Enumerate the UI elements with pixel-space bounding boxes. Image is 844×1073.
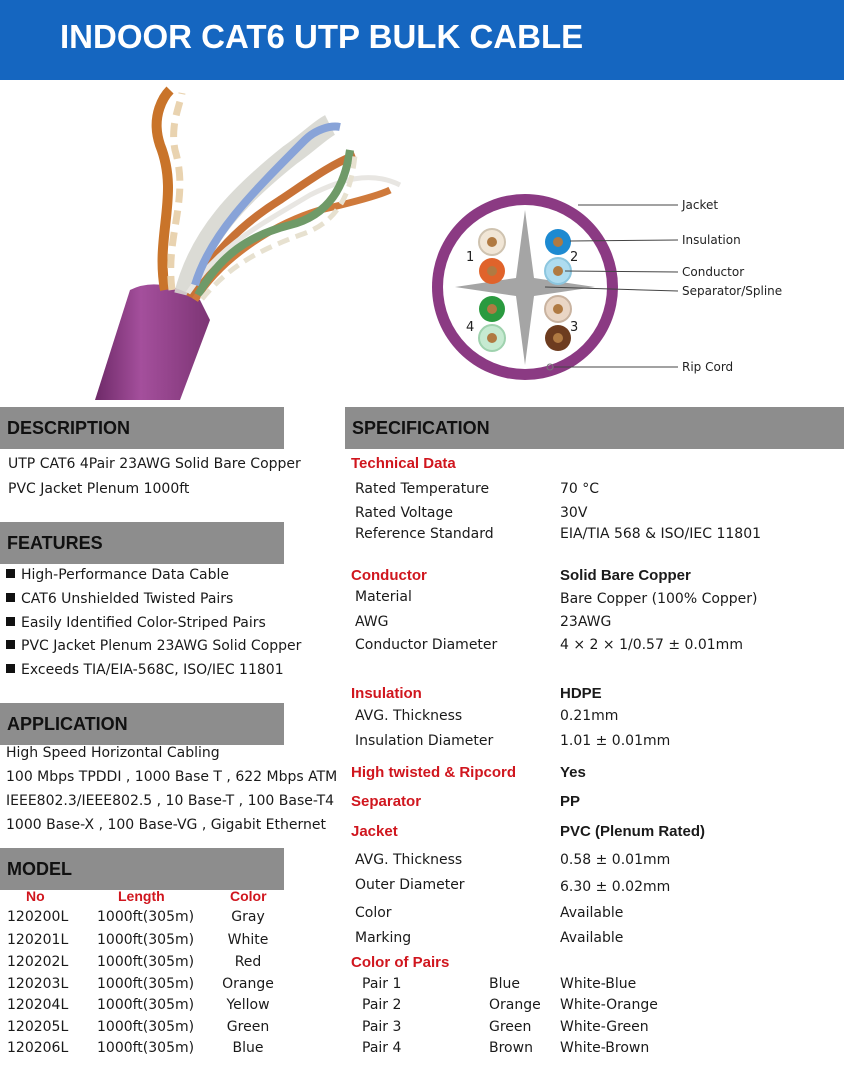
- spec-separator-label: Separator: [351, 793, 422, 810]
- spec-value: 0.21mm: [560, 708, 619, 724]
- label-jacket: Jacket: [682, 198, 719, 212]
- application-line-2: 100 Mbps TPDDI , 1000 Base T , 622 Mbps ATM: [6, 769, 338, 785]
- feature-text: Easily Identified Color-Striped Pairs: [21, 615, 266, 631]
- label-insulation: Insulation: [682, 233, 741, 247]
- model-length: 1000ft(305m): [97, 909, 195, 925]
- spec-label: Outer Diameter: [355, 877, 465, 893]
- model-color: Yellow: [226, 997, 270, 1013]
- copper-core: [487, 333, 497, 343]
- application-line-3: IEEE802.3/IEEE802.5 , 10 Base-T , 100 Base-T4: [6, 793, 335, 809]
- spec-label: AVG. Thickness: [355, 852, 463, 868]
- spec-value: 1.01 ± 0.01mm: [560, 733, 671, 749]
- label-separator: Separator/Spline: [682, 284, 783, 298]
- model-color: Green: [226, 1019, 270, 1035]
- model-no: 120200L: [7, 909, 69, 925]
- model-no: 120202L: [7, 954, 69, 970]
- spec-jacket-label: Jacket: [351, 823, 398, 840]
- pair-name: Pair 4: [362, 1040, 402, 1056]
- bullet-icon: [6, 640, 15, 649]
- model-length: 1000ft(305m): [97, 932, 195, 948]
- spec-value: 23AWG: [560, 614, 612, 630]
- spec-pairs-label: Color of Pairs: [351, 954, 450, 971]
- pair-stripe: White-Green: [560, 1019, 649, 1035]
- spec-label: Reference Standard: [355, 526, 494, 542]
- model-length: 1000ft(305m): [97, 976, 195, 992]
- feature-item: [6, 615, 266, 631]
- pair-stripe: White-Orange: [560, 997, 658, 1013]
- feature-item: [6, 591, 233, 607]
- feature-item: [6, 638, 301, 654]
- spec-label: Color: [355, 905, 392, 921]
- model-no: 120201L: [7, 932, 69, 948]
- application-heading: APPLICATION: [0, 703, 284, 745]
- spec-label: AWG: [355, 614, 389, 630]
- spec-technical-label: Technical Data: [351, 455, 456, 472]
- application-line-1: High Speed Horizontal Cabling: [6, 745, 220, 761]
- pair-number-1: 1: [466, 250, 475, 265]
- cross-section-diagram: [420, 185, 840, 405]
- model-length: 1000ft(305m): [97, 1040, 195, 1056]
- model-no: 120205L: [7, 1019, 69, 1035]
- model-color: Gray: [231, 909, 265, 925]
- spec-conductor-value: Solid Bare Copper: [560, 567, 691, 584]
- bullet-icon: [6, 664, 15, 673]
- spec-value: 0.58 ± 0.01mm: [560, 852, 671, 868]
- pair-color: Blue: [489, 976, 520, 992]
- spec-label: AVG. Thickness: [355, 708, 463, 724]
- description-line-2: PVC Jacket Plenum 1000ft: [8, 481, 190, 497]
- spec-separator-value: PP: [560, 793, 581, 810]
- copper-core: [553, 237, 563, 247]
- application-line-4: 1000 Base-X , 100 Base-VG , Gigabit Ethernet: [6, 817, 326, 833]
- model-no: 120206L: [7, 1040, 69, 1056]
- spec-label: Marking: [355, 930, 412, 946]
- feature-text: High-Performance Data Cable: [21, 567, 230, 583]
- spec-value: EIA/TIA 568 & ISO/IEC 11801: [560, 526, 762, 542]
- pair-name: Pair 3: [362, 1019, 402, 1035]
- spec-value: 70 °C: [560, 481, 600, 497]
- spec-label: Insulation Diameter: [355, 733, 494, 749]
- feature-item: [6, 662, 284, 678]
- spec-label: Material: [355, 589, 412, 605]
- label-conductor: Conductor: [682, 265, 745, 279]
- spec-insulation-value: HDPE: [560, 685, 602, 702]
- model-heading: MODEL: [0, 848, 284, 890]
- pair-number-2: 2: [570, 250, 579, 265]
- model-col-length: Length: [118, 888, 165, 904]
- spec-insulation-label: Insulation: [351, 685, 422, 702]
- model-col-color: Color: [230, 888, 267, 904]
- copper-core: [553, 266, 563, 276]
- bullet-icon: [6, 617, 15, 626]
- model-no: 120203L: [7, 976, 69, 992]
- spec-value: Available: [560, 905, 624, 921]
- specification-heading: SPECIFICATION: [345, 407, 844, 449]
- feature-text: CAT6 Unshielded Twisted Pairs: [21, 591, 234, 607]
- feature-item: [6, 567, 229, 583]
- label-rip-cord: Rip Cord: [682, 360, 734, 374]
- copper-core: [553, 333, 563, 343]
- pair-name: Pair 2: [362, 997, 402, 1013]
- feature-text: PVC Jacket Plenum 23AWG Solid Copper: [21, 638, 302, 654]
- cable-photo: [90, 85, 410, 405]
- bullet-icon: [6, 593, 15, 602]
- spec-value: 6.30 ± 0.02mm: [560, 879, 671, 895]
- model-length: 1000ft(305m): [97, 997, 195, 1013]
- pair-color: Green: [489, 1019, 532, 1035]
- page-title: INDOOR CAT6 UTP BULK CABLE: [60, 18, 584, 55]
- pair-color: Brown: [489, 1040, 533, 1056]
- copper-core: [487, 304, 497, 314]
- pair-stripe: White-Brown: [560, 1040, 650, 1056]
- spec-value: Available: [560, 930, 624, 946]
- model-color: Red: [234, 954, 262, 970]
- spec-value: Bare Copper (100% Copper): [560, 591, 758, 607]
- cable-jacket-shape: [95, 284, 210, 400]
- spec-value: 30V: [560, 505, 588, 521]
- spec-twisted-value: Yes: [560, 764, 586, 781]
- title-banner: [0, 0, 844, 80]
- model-color: Orange: [222, 976, 274, 992]
- feature-text: Exceeds TIA/EIA-568C, ISO/IEC 11801: [21, 662, 284, 678]
- spec-conductor-label: Conductor: [351, 567, 427, 584]
- pair-stripe: White-Blue: [560, 976, 637, 992]
- description-heading: DESCRIPTION: [0, 407, 284, 449]
- spec-jacket-value: PVC (Plenum Rated): [560, 823, 706, 840]
- spec-label: Rated Temperature: [355, 481, 490, 497]
- pair-color: Orange: [489, 997, 541, 1013]
- spec-value: 4 × 2 × 1/0.57 ± 0.01mm: [560, 637, 743, 653]
- model-color: White: [227, 932, 269, 948]
- features-heading: FEATURES: [0, 522, 284, 564]
- pair-name: Pair 1: [362, 976, 402, 992]
- pair-number-4: 4: [466, 320, 475, 335]
- copper-core: [487, 237, 497, 247]
- spec-label: Rated Voltage: [355, 505, 453, 521]
- copper-core: [487, 266, 497, 276]
- description-line-1: UTP CAT6 4Pair 23AWG Solid Bare Copper: [8, 456, 301, 472]
- model-color: Blue: [232, 1040, 264, 1056]
- model-col-no: No: [26, 888, 45, 904]
- spec-label: Conductor Diameter: [355, 637, 498, 653]
- model-length: 1000ft(305m): [97, 954, 195, 970]
- spec-twisted-label: High twisted & Ripcord: [351, 764, 516, 781]
- pair-number-3: 3: [570, 320, 579, 335]
- model-no: 120204L: [7, 997, 69, 1013]
- bullet-icon: [6, 569, 15, 578]
- model-length: 1000ft(305m): [97, 1019, 195, 1035]
- copper-core: [553, 304, 563, 314]
